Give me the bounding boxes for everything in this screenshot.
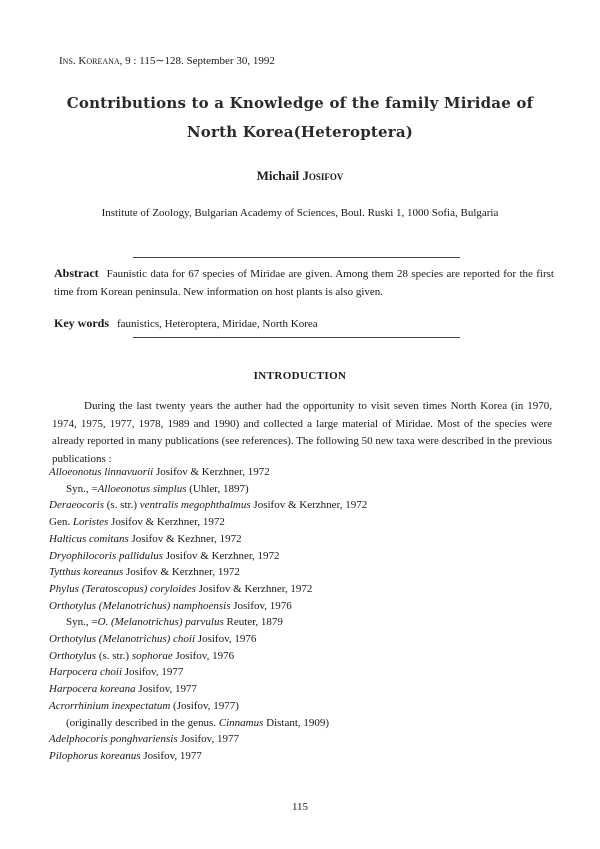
affiliation: Institute of Zoology, Bulgarian Academy of Sciences, Boul. Ruski 1, 1000 Sofia, Bulgaria (101, 207, 499, 219)
taxon-entry: Harpocera koreana Josifov, 1977 (49, 683, 197, 696)
taxon-entry: Pilophorus koreanus Josifov, 1977 (49, 749, 202, 762)
keywords-label: Key words (54, 316, 109, 330)
taxon-entry: Acrorrhinium inexpectatum (Josifov, 1977) (49, 699, 239, 712)
author-first-name: Michail (256, 168, 303, 183)
abstract-top-rule (133, 257, 460, 258)
keywords (54, 316, 318, 331)
taxon-entry: Dryophilocoris pallidulus Josifov & Kerzhner, 1972 (49, 549, 280, 562)
citation-details: , 9 : 115∼128. September 30, 1992 (119, 55, 275, 67)
page-number: 115 (291, 801, 309, 813)
taxon-entry: Orthotylus (s. str.) sophorae Josifov, 1976 (49, 649, 235, 662)
taxon-entry: Tytthus koreanus Josifov & Kerzhner, 1972 (49, 566, 240, 579)
taxon-entry: Deraeocoris (s. str.) ventralis megophthalmus Josifov & Kerzhner, 1972 (49, 499, 368, 512)
taxon-entry: Orthotylus (Melanotrichus) namphoensis Josifov, 1976 (49, 599, 292, 612)
taxon-entry: Phylus (Teratoscopus) coryloides Josifov & Kerzhner, 1972 (49, 582, 313, 595)
taxon-entry: Syn., =O. (Melanotrichus) parvulus Reuter, 1879 (66, 616, 283, 629)
taxon-entry: Gen. Loristes Josifov & Kerzhner, 1972 (49, 516, 225, 529)
title-line-1: Contributions to a Knowledge of the family Miridae of (66, 94, 534, 112)
taxon-entry: (originally described in the genus. Cinnamus Distant, 1909) (66, 716, 330, 729)
taxon-entry: Orthotylus (Melanotrichus) choii Josifov, 1976 (49, 633, 257, 646)
title-line-2: North Korea(Heteroptera) (186, 123, 414, 141)
introduction-paragraph: During the last twenty years the auther had the opportunity to visit seven times North Korea (in 1970, 1974, 1975, 1977, 1978, 1989 and 1990) and collected a large material of Miridae. Most of the species were already reported in many publications (see references). The following 50 new taxa were described in the previous publications : (52, 400, 552, 465)
abstract-label: Abstract (54, 266, 99, 280)
citation-line (59, 54, 275, 67)
keywords-text: faunistics, Heteroptera, Miridae, North Korea (117, 318, 318, 330)
introduction-heading: INTRODUCTION (253, 370, 347, 382)
taxon-entry: Harpocera choii Josifov, 1977 (49, 666, 184, 679)
keywords-bottom-rule (133, 337, 460, 338)
author-last-name: Josifov (302, 168, 344, 183)
taxon-entry: Syn., =Alloeonotus simplus (Uhler, 1897) (66, 482, 249, 495)
taxon-entry: Halticus comitans Josifov & Kezhner, 1972 (49, 532, 242, 545)
abstract-text: Faunistic data for 67 species of Miridae are given. Among them 28 species are reported for the first time from Korean peninsula. New information on host plants is also given. (54, 268, 554, 298)
taxa-list (49, 464, 367, 765)
abstract (54, 264, 554, 301)
taxon-entry: Adelphocoris ponghvariensis Josifov, 1977 (49, 733, 239, 746)
taxon-entry: Alloeonotus linnavuorii Josifov & Kerzhner, 1972 (49, 466, 270, 478)
author-name (0, 168, 600, 184)
journal-name: Ins. Koreana (59, 55, 120, 67)
